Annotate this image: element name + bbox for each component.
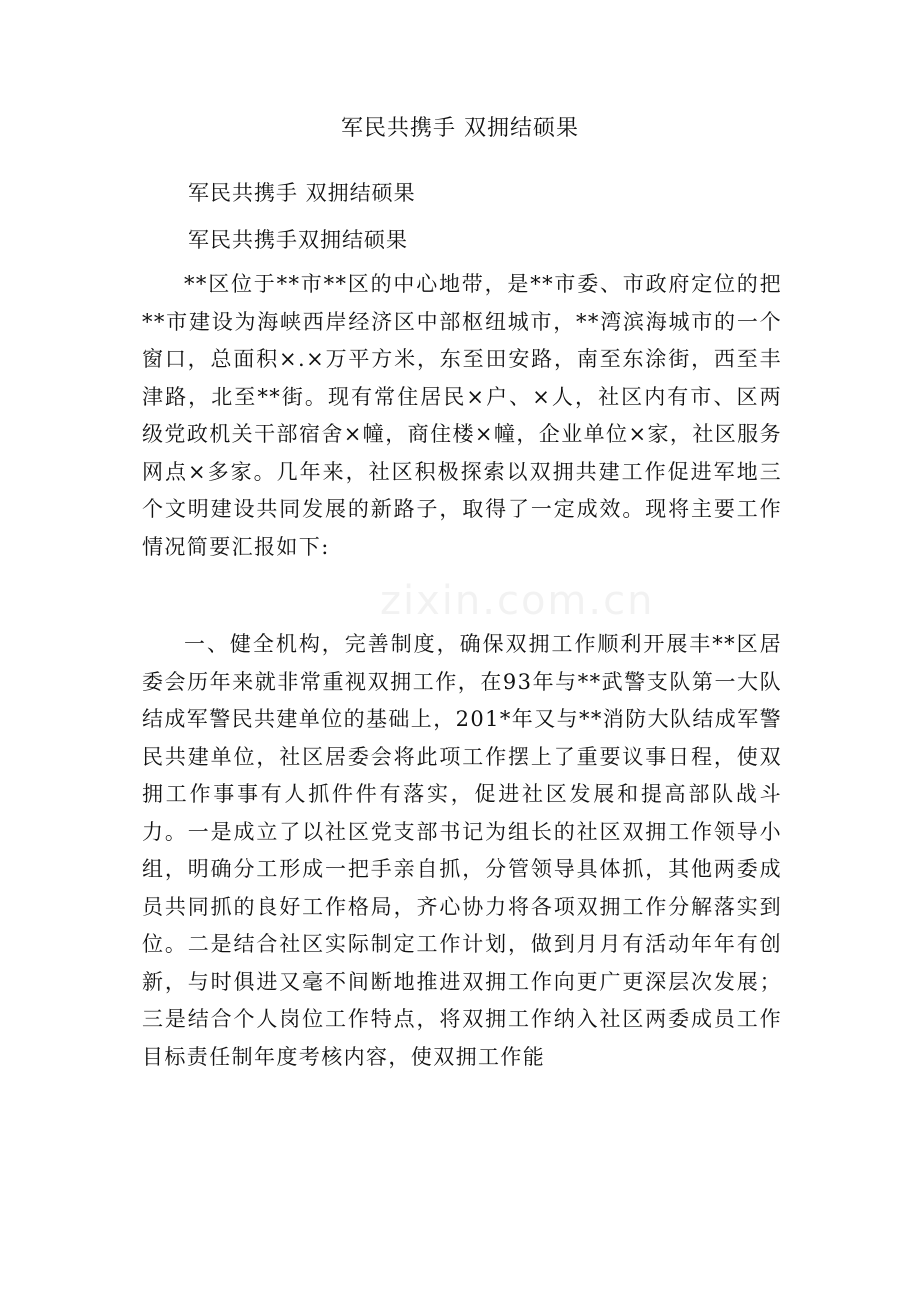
watermark: zixin.com.cn [380,578,655,624]
document-subtitle-1: 军民共携手 双拥结硕果 [188,181,416,205]
document-subtitle-2: 军民共携手双拥结硕果 [188,228,408,252]
document-title: 军民共携手 双拥结硕果 [341,116,579,141]
body-paragraph-intro: **区位于**市**区的中心地带，是**市委、市政府定位的把**市建设为海峡西岸经济区中部枢纽城市，**湾滨海城市的一个窗口，总面积×.×万平方米，东至田安路，南至东涂街，西至丰津路，北至**街。现有常住居民×户、×人，社区内有市、区两级党政机关干部宿舍×幢，商住楼×幢，企业单位×家，社区服务网点×多家。几年来，社区积极探索以双拥共建工作促进军地三个文明建设共同发展的新路子，取得了一定成效。现将主要工作情况简要汇报如下: [142,272,782,559]
body-paragraph-section-1: 一、健全机构，完善制度，确保双拥工作顺利开展丰**区居委会历年来就非常重视双拥工作，在93年与**武警支队第一大队结成军警民共建单位的基础上，201*年又与**消防大队结成军警民共建单位，社区居委会将此项工作摆上了重要议事日程，使双拥工作事事有人抓件件有落实，促进社区发展和提高部队战斗力。一是成立了以社区党支部书记为组长的社区双拥工作领导小组，明确分工形成一把手亲自抓，分管领导具体抓，其他两委成员共同抓的良好工作格局，齐心协力将各项双拥工作分解落实到位。二是结合社区实际制定工作计划，做到月月有活动年年有创新，与时俱进又毫不间断地推进双拥工作向更广更深层次发展；三是结合个人岗位工作特点，将双拥工作纳入社区两委成员工作目标责任制年度考核内容，使双拥工作能 [142,632,782,1069]
